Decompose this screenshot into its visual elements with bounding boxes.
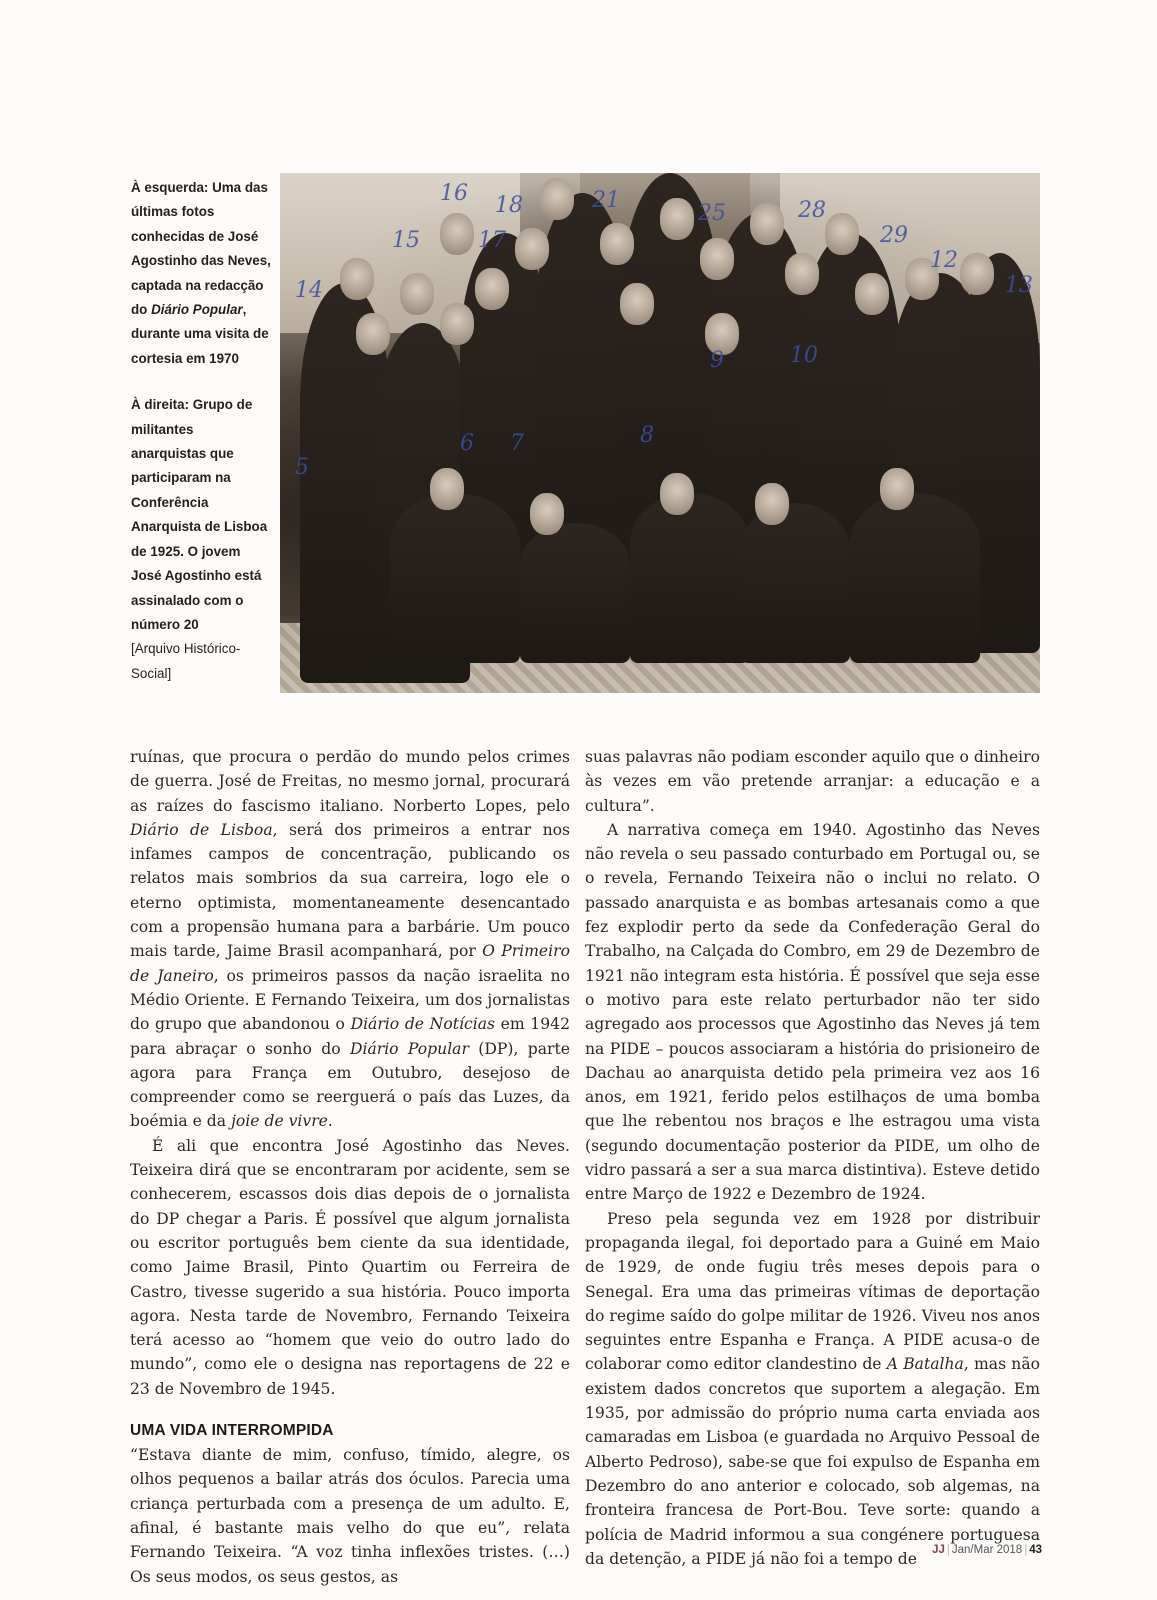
photo-number: 9 [710,348,724,373]
paragraph: ruínas, que procura o perdão do mundo pelos crimes de guerra. José de Freitas, no mesmo jornal, procurará as raízes do fascismo italiano. Norberto Lopes, pelo Diário de Lisboa, será dos primeiros a entrar nos infames campos de concentração, publicando os relatos mais sombrios da sua carreira, logo ele o eterno optimista, momentaneamente desencantado com a propensão humana para a barbárie. Um pouco mais tarde, Jaime Brasil acompanhará, por O Primeiro de Janeiro, os primeiros passos da nação israelita no Médio Oriente. E Fernando Teixeira, um dos jornalistas do grupo que abandonou o Diário de Notícias em 1942 para abraçar o sonho do Diário Popular (DP), parte agora para França em Outubro, desejoso de compreender como se reerguerá o país das Luzes, da boémia e da joie de vivre. [130,748,570,1131]
photo-number: 7 [510,431,524,456]
photo-number: 25 [698,201,726,226]
photo-number: 29 [880,223,908,248]
photo-number: 12 [930,248,958,273]
paragraph: A narrativa começa em 1940. Agostinho das Neves não revela o seu passado conturbado em Portugal ou, se o revela, Fernando Teixeira não o inclui no relato. O passado anarquista e as bombas artesanais como a que fez explodir perto da sede da Confederação Geral do Trabalho, na Calçada do Combro, em 29 de Dezembro de 1921 não integram esta história. É possível que seja esse o motivo para este relato perturbador não ter sido agregado aos processos que Agostinho das Neves já tem na PIDE – poucos associaram a história do prisioneiro de Dachau ao anarquista detido pela primeira vez aos 16 anos, em 1921, ferido pelos estilhaços de uma bomba que lhe rebentou nos braços e lhe estragou uma vista (segundo documentação posterior da PIDE, um olho de vidro passará a ser a sua marca distintiva). Esteve detido entre Março de 1922 e Dezembro de 1924. [585,820,1040,1204]
photo-number: 5 [295,455,309,480]
page-footer: JJ | Jan/Mar 2018 | 43 [932,1544,1042,1556]
photo-number: 8 [640,423,654,448]
photo-number: 15 [392,228,420,253]
article-column-left [130,745,570,1589]
paragraph: suas palavras não podiam esconder aquilo que o dinheiro às vezes em vão pretende arranjar: a educação e a cultura”. [585,748,1040,815]
group-photo [280,173,1040,693]
photo-number: 28 [798,198,826,223]
article-column-right [585,745,1040,1571]
paragraph: “Estava diante de mim, confuso, tímido, alegre, os olhos pequenos a bailar atrás dos óculos. Parecia uma criança perturbada com a presença de um adulto. E, afinal, é bastante mais velho do que eu”, relata Fernando Teixeira. “A voz tinha inflexões tristes. (…) Os seus modos, os seus gestos, as [130,1446,570,1586]
photo-number: 14 [295,278,323,303]
caption-credit: [Arquivo Histórico-Social] [131,641,241,681]
photo-number: 10 [790,343,818,368]
caption-right-photo: À direita: Grupo de militantes anarquistas que participaram na Conferência Anarquista de Lisboa de 1925. O jovem José Agostinho está assinalado com o número 20 [131,397,268,632]
paragraph: É ali que encontra José Agostinho das Neves. Teixeira dirá que se encontraram por acidente, sem se conhecerem, escassos dois dias depois de o jornalista do DP chegar a Paris. É possível que algum jornalista ou escritor português bem ciente da sua identidade, como Jaime Brasil, Pinto Quartim ou Ferreira de Castro, tivesse sugerido a sua história. Pouco importa agora. Nesta tarde de Novembro, Fernando Teixeira terá acesso ao “homem que veio do outro lado do mundo”, como ele o designa nas reportagens de 22 e 23 de Novembro de 1945. [130,1136,570,1398]
magazine-brand: JJ [932,1544,945,1556]
photo-number: 17 [478,228,506,253]
caption-left-photo: À esquerda: Uma das últimas fotos conhecidas de José Agostinho das Neves, captada na redacção do Diário Popular, durante uma visita de cortesia em 1970 [131,180,271,366]
paragraph: Preso pela segunda vez em 1928 por distribuir propaganda ilegal, foi deportado para a Guiné em Maio de 1929, de onde fugiu três meses depois para o Senegal. Era uma das primeiras vítimas de deportação do regime saído do golpe militar de 1926. Viveu nos anos seguintes entre Espanha e França. A PIDE acusa-o de colaborar como editor clandestino de A Batalha, mas não existem dados concretos que suportem a alegação. Em 1935, por admissão do próprio numa carta enviada aos camaradas em Lisboa (e guardada no Arquivo Pessoal de Alberto Pedroso), sabe-se que foi expulso de Espanha em Dezembro do ano anterior e colocado, sob algemas, na fronteira francesa de Port-Bou. Teve sorte: quando a polícia de Madrid informou a sua congénere portuguesa da detenção, a PIDE já não foi a tempo de [585,1209,1041,1568]
section-heading: UMA VIDA INTERROMPIDA [130,1422,334,1440]
photo-captions [131,176,271,686]
issue-date: Jan/Mar 2018 [951,1544,1023,1556]
photo-number: 6 [460,431,474,456]
photo-number: 16 [440,181,468,206]
photo-number: 13 [1005,273,1033,298]
photo-number: 18 [495,193,523,218]
photo-number: 21 [592,188,620,213]
page-number: 43 [1029,1544,1042,1556]
